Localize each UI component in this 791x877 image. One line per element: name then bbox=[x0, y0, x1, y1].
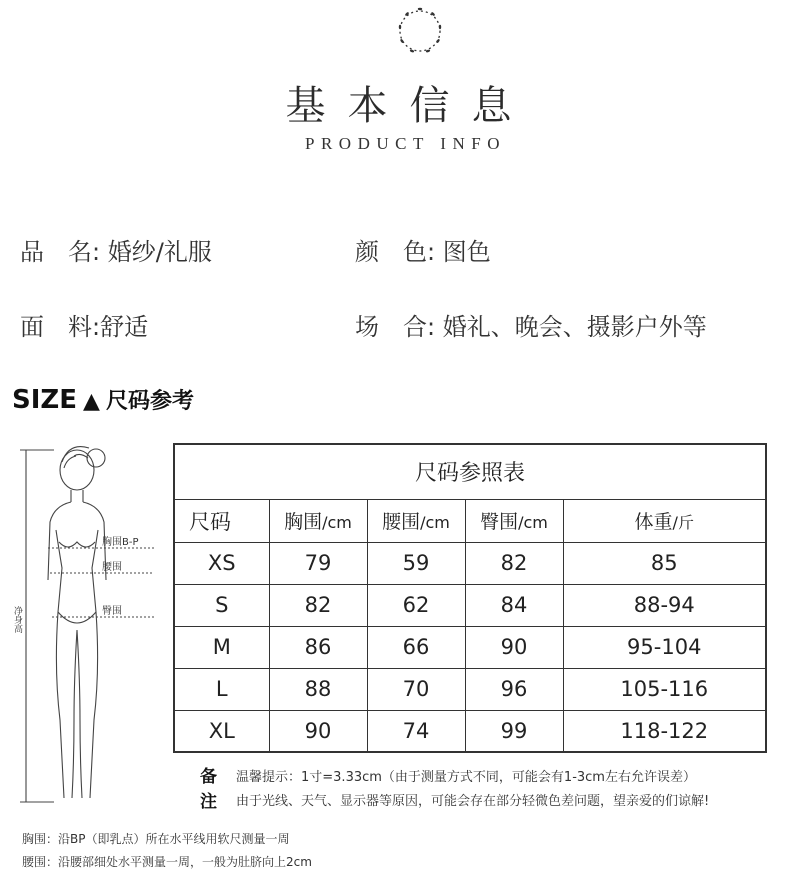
waist-label: 腰围 bbox=[102, 562, 122, 573]
footnote-waist: 腰围：沿腰部细处水平测量一周，一般为肚脐向上2cm bbox=[22, 855, 312, 869]
cell-size: M bbox=[174, 626, 269, 668]
product-name-row bbox=[20, 232, 212, 267]
cell-weight: 85 bbox=[563, 542, 766, 584]
page-title: 基本信息 bbox=[285, 83, 534, 129]
product-color-value: 图色 bbox=[442, 238, 491, 266]
note-mark-1: 备 bbox=[200, 767, 217, 787]
product-occasion-value: 婚礼、晚会、摄影户外等 bbox=[442, 313, 707, 341]
product-occasion-row bbox=[355, 307, 707, 342]
size-heading bbox=[12, 384, 194, 415]
table-row bbox=[174, 584, 766, 626]
header-hip: 臀围/cm bbox=[465, 499, 563, 542]
cell-waist: 59 bbox=[367, 542, 465, 584]
cell-bust: 82 bbox=[269, 584, 367, 626]
cell-hip: 82 bbox=[465, 542, 563, 584]
header-weight: 体重/斤 bbox=[563, 499, 766, 542]
cell-waist: 66 bbox=[367, 626, 465, 668]
note-line-2: 由于光线、天气、显示器等原因，可能会存在部分轻微色差问题，望亲爱的们谅解! bbox=[236, 794, 710, 809]
size-chart-table bbox=[173, 443, 767, 753]
cell-size: S bbox=[174, 584, 269, 626]
product-name-label: 品 名: bbox=[20, 238, 101, 266]
product-color-row bbox=[355, 232, 491, 267]
size-label: SIZE bbox=[12, 385, 78, 415]
laurel-wreath-icon bbox=[392, 3, 448, 59]
note-mark-2: 注 bbox=[200, 792, 217, 812]
table-header-row bbox=[174, 499, 766, 542]
height-label: 净身高 bbox=[12, 606, 22, 633]
cell-hip: 99 bbox=[465, 710, 563, 752]
table-row bbox=[174, 668, 766, 710]
cell-waist: 74 bbox=[367, 710, 465, 752]
table-row bbox=[174, 710, 766, 752]
cell-hip: 84 bbox=[465, 584, 563, 626]
body-measurement-figure bbox=[14, 430, 164, 810]
cell-hip: 90 bbox=[465, 626, 563, 668]
cell-bust: 90 bbox=[269, 710, 367, 752]
cell-bust: 86 bbox=[269, 626, 367, 668]
cell-size: XL bbox=[174, 710, 269, 752]
cell-size: XS bbox=[174, 542, 269, 584]
hip-label: 臀围 bbox=[102, 606, 122, 617]
triangle-icon: ▲ bbox=[83, 389, 100, 414]
product-color-label: 颜 色: bbox=[355, 238, 436, 266]
table-caption: 尺码参照表 bbox=[174, 444, 766, 499]
note-line-1: 温馨提示：1寸=3.33cm（由于测量方式不同，可能会有1-3cm左右允许误差） bbox=[236, 770, 696, 785]
cell-waist: 62 bbox=[367, 584, 465, 626]
cell-bust: 88 bbox=[269, 668, 367, 710]
product-fabric-label: 面 料: bbox=[20, 313, 101, 341]
table-row bbox=[174, 626, 766, 668]
footnote-bust: 胸围：沿BP（即乳点）所在水平线用软尺测量一周 bbox=[22, 832, 290, 846]
cell-hip: 96 bbox=[465, 668, 563, 710]
product-name-value: 婚纱/礼服 bbox=[107, 238, 212, 266]
cell-weight: 95-104 bbox=[563, 626, 766, 668]
product-fabric-value: 舒适 bbox=[100, 313, 149, 341]
bust-label: 胸围B-P bbox=[102, 537, 139, 548]
cell-weight: 105-116 bbox=[563, 668, 766, 710]
table-row bbox=[174, 542, 766, 584]
product-fabric-row bbox=[20, 307, 148, 342]
header-waist: 腰围/cm bbox=[367, 499, 465, 542]
cell-weight: 118-122 bbox=[563, 710, 766, 752]
header-bust: 胸围/cm bbox=[269, 499, 367, 542]
size-subheading: 尺码参考 bbox=[105, 389, 194, 414]
page-subtitle: PRODUCT INFO bbox=[305, 134, 506, 153]
header-size: 尺码 bbox=[174, 499, 269, 542]
cell-weight: 88-94 bbox=[563, 584, 766, 626]
cell-bust: 79 bbox=[269, 542, 367, 584]
cell-waist: 70 bbox=[367, 668, 465, 710]
cell-size: L bbox=[174, 668, 269, 710]
product-occasion-label: 场 合: bbox=[355, 313, 436, 341]
